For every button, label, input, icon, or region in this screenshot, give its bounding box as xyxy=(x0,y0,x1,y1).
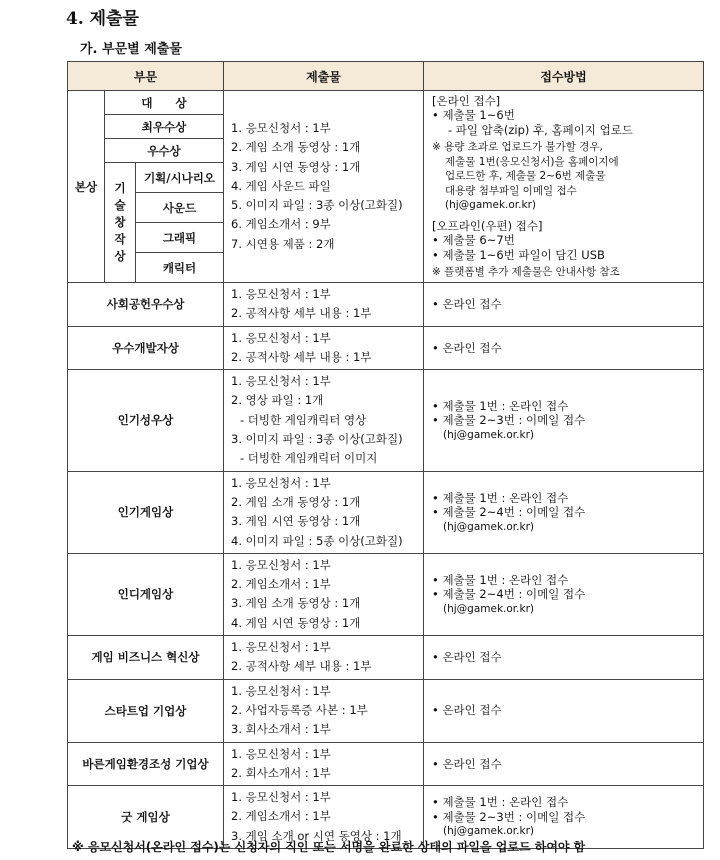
award-name: 사운드 xyxy=(136,193,224,223)
main-award-group: 본상 xyxy=(68,91,105,283)
table-row xyxy=(68,91,704,115)
table-row xyxy=(68,636,704,680)
award-method: • 온라인 접수 xyxy=(424,283,704,327)
award-method: • 제출물 1번 : 온라인 접수 • 제출물 2~3번 : 이메일 접수 (hj@gamek.or.kr) xyxy=(424,370,704,471)
method-note: 업로드한 후, 제출물 2~6번 제출물 xyxy=(445,170,606,182)
award-docs: 1. 응모신청서 : 1부 2. 회사소개서 : 1부 xyxy=(224,742,424,786)
award-name: 그래픽 xyxy=(136,223,224,253)
award-name: 우수개발자상 xyxy=(68,326,224,370)
method-item: • 제출물 1~6번 xyxy=(432,108,515,122)
award-docs: 1. 응모신청서 : 1부 2. 게임소개서 : 1부 3. 게임 소개 or 시연 동영상 : 1개 xyxy=(224,786,424,849)
award-name: 사회공헌우수상 xyxy=(68,283,224,327)
doc-item: 4. 게임 사운드 파일 xyxy=(231,178,331,193)
subsection-heading: 가. 부문별 제출물 xyxy=(80,42,182,57)
award-name: 대 상 xyxy=(105,91,224,115)
award-name: 굿 게임상 xyxy=(68,786,224,849)
table-row xyxy=(68,370,704,471)
footnote: ※ 응모신청서(온라인 접수)는 신청자의 직인 또는 서명을 완료한 상태의 파일을 업로드 하여야 함 xyxy=(72,840,586,854)
col-header-method: 접수방법 xyxy=(424,62,704,91)
award-name: 인기성우상 xyxy=(68,370,224,471)
method-note: ※ 플랫폼별 추가 제출물은 안내사항 참조 xyxy=(432,266,620,278)
award-name: 게임 비즈니스 혁신상 xyxy=(68,636,224,680)
doc-item: 3. 게임 시연 동영상 : 1개 xyxy=(231,159,361,174)
award-docs: 1. 응모신청서 : 1부 2. 게임소개서 : 1부 3. 게임 소개 동영상 : 1개 4. 게임 시연 동영상 : 1개 xyxy=(224,553,424,635)
method-email: (hj@gamek.or.kr) xyxy=(445,199,536,211)
col-header-documents: 제출물 xyxy=(224,62,424,91)
main-award-docs xyxy=(224,91,424,283)
award-docs: 1. 응모신청서 : 1부 2. 공적사항 세부 내용 : 1부 xyxy=(224,636,424,680)
award-method: • 제출물 1번 : 온라인 접수 • 제출물 2~4번 : 이메일 접수 (hj@gamek.or.kr) xyxy=(424,553,704,635)
doc-item: 7. 시연용 제품 : 2개 xyxy=(231,236,335,251)
section-heading: 4. 제출물 xyxy=(66,9,139,29)
award-name: 우수상 xyxy=(105,139,224,163)
method-offline-title: [오프라인(우편) 접수] xyxy=(432,218,543,233)
award-name: 바른게임환경조성 기업상 xyxy=(68,742,224,786)
award-name: 인디게임상 xyxy=(68,553,224,635)
table-header-row xyxy=(68,62,704,91)
method-note: 제출물 1번(응모신청서)을 홈페이지에 xyxy=(445,155,619,168)
method-note: 대용량 첨부파일 이메일 접수 xyxy=(445,184,577,197)
award-method: • 온라인 접수 xyxy=(424,679,704,742)
award-name: 캐릭터 xyxy=(136,253,224,283)
doc-item: 6. 게임소개서 : 9부 xyxy=(231,217,331,232)
table-row xyxy=(68,553,704,635)
award-docs: 1. 응모신청서 : 1부 2. 영상 파일 : 1개 - 더빙한 게임캐릭터 영상 3. 이미지 파일 : 3종 이상(고화질) - 더빙한 게임캐릭터 이미지 xyxy=(224,370,424,471)
doc-item: 2. 게임 소개 동영상 : 1개 xyxy=(231,140,361,155)
submission-table xyxy=(67,61,704,849)
method-online-title: [온라인 접수] xyxy=(432,93,501,108)
award-method: • 제출물 1번 : 온라인 접수 • 제출물 2~3번 : 이메일 접수 (hj@gamek.or.kr) xyxy=(424,786,704,849)
award-name: 인기게임상 xyxy=(68,471,224,553)
award-docs: 1. 응모신청서 : 1부 2. 게임 소개 동영상 : 1개 3. 게임 시연 동영상 : 1개 4. 이미지 파일 : 5종 이상(고화질) xyxy=(224,471,424,553)
tech-award-group: 기 술 창 작 상 xyxy=(105,163,136,283)
table-row xyxy=(68,742,704,786)
table-row xyxy=(68,471,704,553)
award-docs: 1. 응모신청서 : 1부 2. 공적사항 세부 내용 : 1부 xyxy=(224,283,424,327)
award-name: 기획/시나리오 xyxy=(136,163,224,193)
award-docs: 1. 응모신청서 : 1부 2. 사업자등록증 사본 : 1부 3. 회사소개서 : 1부 xyxy=(224,679,424,742)
award-method: • 온라인 접수 xyxy=(424,636,704,680)
doc-item: 5. 이미지 파일 : 3종 이상(고화질) xyxy=(231,198,403,213)
award-method: • 제출물 1번 : 온라인 접수 • 제출물 2~4번 : 이메일 접수 (hj@gamek.or.kr) xyxy=(424,471,704,553)
method-item: • 제출물 1~6번 파일이 담긴 USB xyxy=(432,247,605,262)
award-name: 스타트업 기업상 xyxy=(68,679,224,742)
main-award-method xyxy=(424,91,704,283)
method-note: ※ 용량 초과로 업로드가 불가할 경우, xyxy=(432,141,603,153)
doc-item: 1. 응모신청서 : 1부 xyxy=(231,120,331,135)
table-row xyxy=(68,326,704,370)
award-name: 최우수상 xyxy=(105,115,224,139)
award-docs: 1. 응모신청서 : 1부 2. 공적사항 세부 내용 : 1부 xyxy=(224,326,424,370)
table-row xyxy=(68,679,704,742)
method-item: - 파일 압축(zip) 후, 홈페이지 업로드 xyxy=(448,122,633,137)
col-header-category: 부문 xyxy=(68,62,224,91)
table-row xyxy=(68,283,704,327)
method-item: • 제출물 6~7번 xyxy=(432,233,515,247)
award-method: • 온라인 접수 xyxy=(424,742,704,786)
award-method: • 온라인 접수 xyxy=(424,326,704,370)
